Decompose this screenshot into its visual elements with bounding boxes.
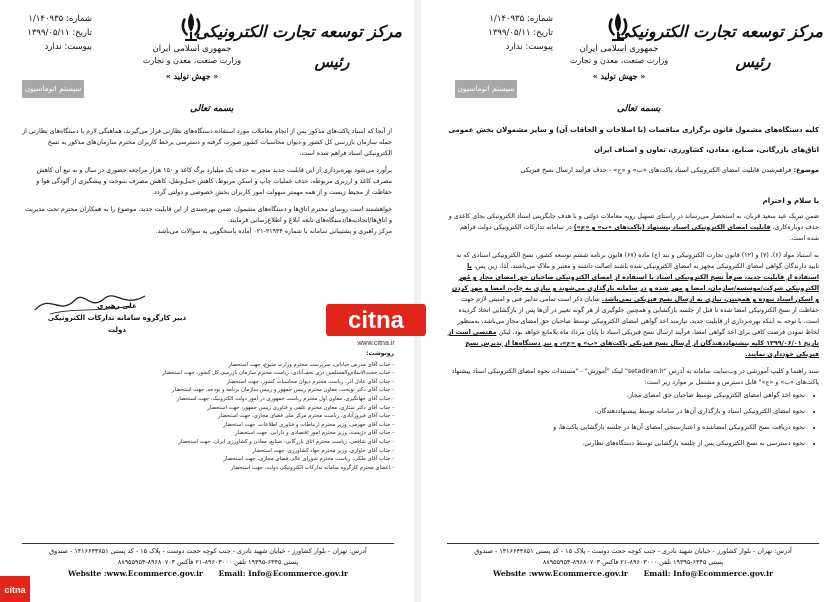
paragraph: برآورد می‌شود بهره‌برداری از این قابلیت جدید منجر به حذف یک میلیارد برگ کاغذ و ۱۵۰ هزار مراجعه حضوری در سال و به تبع آن کاهش مصرف کاغذ و ارزبری مربوطه، حذف عملیات چاپ و اسکن مربوط، کاهش حمل‌ونقل، کاهش مصرف سوخت و پیشگیری از آلودگی هوا و حفاظت از محیط زیست و از همه مهمتر سهولت امور کاربران بخش خصوصی و دولتی گردد. — [36, 167, 392, 196]
subject-text: فراهم‌شدن قابلیت امضای الکترونیکی اسناد پاکت‌های «ب» و «ج» - حذف فرآیند ارسال نسخ فیزیکی — [520, 166, 792, 174]
cc-item: - جناب آقای مدرس خیابانی، سرپرست محترم وزارت متبوع، جهت استحضار — [228, 361, 394, 368]
government-name: جمهوری اسلامی ایران — [152, 44, 232, 54]
letter-meta — [483, 12, 553, 54]
cc-item: - جناب آقای خاوازی، وزیر محترم جهاد کشاورزی، جهت استحضار — [252, 447, 394, 454]
page-gutter — [414, 0, 421, 602]
slogan: « جهش تولید » — [592, 71, 646, 81]
letter-footer — [22, 546, 394, 579]
paragraph-text: در سامانه تدارکات الکترونیکی دولت فراهم شده است. — [459, 224, 819, 242]
cc-item: - جناب آقای دژپسند، وزیر محترم امور اقتصادی و دارایی، جهت استحضار — [235, 430, 394, 437]
letter-page-right — [421, 0, 835, 602]
sender-role: رئیس — [314, 53, 350, 71]
recipients-line: کلیه دستگاه‌های مشمول قانون برگزاری مناقصات (با اصلاحات و الحاقات آن) و سایر مشمولان بخش عمومی — [448, 126, 819, 134]
center-name: مرکز توسعه تجارت الکترونیکی — [195, 22, 402, 41]
paragraph: از آنجا که اسناد پاکت‌های مذکور پس از انجام معاملات مورد استفاده دستگاه‌های نظارتی قرار می‌گیرند، هماهنگی لازم با دستگاه‌های نظارتی از جمله سازمان بازرسی کل کشور و دیوان محاسبات کشور صورت گرفته و دسترسی برخط کاربران محترم سازمان‌های مذکور به نسخ الکترونیکی اسناد فراهم شده است. — [22, 128, 392, 157]
letter-footer — [447, 546, 819, 579]
paragraph — [447, 211, 819, 244]
list-item: • نحوه امضای الکترونیکی اسناد و بارگذاری آن‌ها در سامانه توسط پیشنهاددهندگان، — [447, 406, 805, 417]
ministry-name: وزارت صنعت، معدن و تجارت — [569, 56, 669, 65]
watermark-url: www.citna.ir — [357, 340, 395, 347]
paragraph: مرکز راهبری و پشتیبانی سامانه با شماره ۴۱۹۳۴-۰۲۱ آماده پاسخگویی به سوالات می‌باشد. — [155, 228, 392, 235]
footer-address: آدرس: تهران - بلوار کشاورز - خیابان شهید نادری - جنب کوچه حجت دوست - پلاک ۱۵ - کد پستی ۱۴۱۶۶۴۳۸۵۱ - صندوق — [49, 547, 367, 555]
citna-watermark — [326, 304, 426, 348]
paragraph-text: به استناد مواد (۶)، (۷) و (۱۲) قانون تجارت الکترونیکی و بند (ج) ماده (۶۷) قانون برنامه ششم توسعه کشور، نسخ الکترونیکی اسنادی که به تایید دارندگان گواهی امضای الکترونیکی مجهز به امضای الکترونیکی شده باشند اصالت داشته و معتبر و ملاک می‌باشند، لذا، زین پس، — [456, 252, 819, 270]
paragraph-text: ضمن تبریک عید سعید قربان، به استحضار می‌رساند در راستای تسهیل رویه معاملات دولتی و با هدف جایگزینی اسناد الکترونیکی بجای کاغذی و حذف دوباره‌کاری، — [448, 213, 819, 231]
paragraph: خواهشمند است روسای محترم اتاق‌ها و دستگاه‌های مشمول، ضمن بهره‌مندی از این قابلیت جدید، موضوع را به همکاران محترم تحت مدیریت و اتاق‌ها/اتحادیه‌ها/دستگاه‌های تابعه ابلاغ و اطلاع‌رسانی فرمایند. — [25, 206, 392, 224]
watermark-brand: citna — [347, 307, 405, 334]
deadline-emphasis: مقتضی است از تاریخ ۱۳۹۹/۰۶/۰۱ کلیه پیشنهاددهندگان از ارسال نسخ فیزیکی پاکت‌های «ب» و «ج»، و نیز دستگاه‌ها از پذیرش نسخ فیزیکی خودداری نمایند. — [447, 329, 819, 358]
letter-number: شماره: ۱/۱۴۰۹۳۵ — [489, 14, 553, 24]
recipients-line: اتاق‌های بازرگانی، صنایع، معادن، کشاورزی، تعاون و اصناف ایران — [594, 146, 819, 154]
cc-item: - جناب آقای فیروزآبادی، ریاست محترم مرکز ملی فضای مجازی، جهت استحضار — [218, 413, 394, 420]
cc-item: - جناب آقای جهانگیری، معاون اول محترم ریاست جمهوری در امور دولت الکترونیک، جهت استحضار — [176, 395, 394, 402]
paragraph-emphasis: با استفاده از قابلیت جدید، صرفاً نسخ الکترونیکی اسناد با استفاده از امضای الکترونیکی صاحبان حق امضای مجاز و مُهر الکترونیکی شرکت/موسسه/سازمان، امضا و مهر شده و در سامانه بارگذاری می‌شوند و نیازی به چاپ، امضا و مهر کردن و اسکن اسناد نبوده و همچنین، نیازی به ارسال نسخ فیزیکی نمی‌باشد. — [451, 263, 819, 303]
bismillah: بسمه تعالی — [190, 104, 234, 114]
letter-date: تاریخ: ۱۳۹۹/۰۵/۱۱ — [27, 28, 92, 38]
cc-list — [22, 350, 394, 472]
letter-page-left — [0, 0, 414, 602]
government-header — [567, 44, 671, 82]
greeting: با سلام و احترام — [762, 197, 819, 205]
footer-email: Email: Info@Ecommerce.gov.ir — [218, 569, 348, 578]
footer-email: Email: Info@Ecommerce.gov.ir — [643, 569, 773, 578]
cc-item: - جناب آقای دکتر نوبخت، معاون محترم رییس جمهور و رییس سازمان برنامه و بودجه، جهت استحضار — [171, 387, 394, 394]
paragraph — [447, 250, 819, 360]
cc-item: - جناب آقای شافعی، ریاست محترم اتاق بازرگانی، صنایع، معادن و کشاورزی ایران، جهت استحضار — [178, 438, 394, 445]
corner-logo-text: citna — [4, 585, 26, 595]
bullet-list — [447, 390, 819, 449]
cc-item: - جناب آقای ملکی، ریاست محترم شورای عالی فضای مجازی، جهت استحضار — [223, 456, 394, 463]
list-item: • نحوه دریافت نسخ الکترونیکی امضاشده و اعتبارسنجی امضای آن‌ها در جلسه بازگشایی پاکت‌ها، و — [447, 422, 805, 433]
citna-corner-logo — [0, 576, 30, 602]
government-name: جمهوری اسلامی ایران — [579, 44, 659, 54]
letter-attachment: پیوست: ندارد — [44, 42, 92, 52]
cc-item: - جناب حجت‌الاسلام‌والمسلمین دری نجف‌آبادی، ریاست محترم سازمان بازرسی کل کشور، جهت استحضار — [162, 370, 394, 377]
cc-title: رونوشت: — [366, 350, 394, 357]
cc-item: - جناب آقای دکتر ستاری، معاون محترم علمی و فناوری رییس جمهور، جهت استحضار — [207, 404, 394, 411]
paragraph-text: شایان ذکر است تمامی تدابیر فنی و امنیتی لازم جهت حفاظت از نسخ الکترونیکی امضا شده تا قبل از جلسه بازگشایی و همچنین جلوگیری از هر گونه تغییر در آن‌ها پس از بازگشایی اتخاذ گردیده است. با توجه به اینکه بهره‌برداری از قابلیت جدید، نیازمند اخذ گواهی امضای الکترونیکی توسط صاحبان حق امضای مجاز می‌باشد، به‌منظور لحاظ نمودن فرصت کافی برای اخذ گواهی امضا، فرآیند ارسال نسخ فیزیکی اسناد تا پایان مرداد ماه بلامانع خواهد بود، لیکن — [457, 296, 819, 336]
letter-body — [22, 126, 392, 243]
letter-attachment: پیوست: ندارد — [505, 42, 553, 52]
center-name: مرکز توسعه تجارت الکترونیکی — [616, 22, 823, 41]
paragraph-emphasis: قابلیت امضای الکترونیکی اسناد پیشنهاد (پاکت‌های «ب» و «ج») — [573, 224, 771, 231]
footer-address: آدرس: تهران - بلوار کشاورز - خیابان شهید نادری - جنب کوچه حجت دوست - پلاک ۱۵ - کد پستی ۱۴۱۶۶۴۳۸۵۱ - صندوق — [474, 547, 792, 555]
sender-role: رئیس — [735, 53, 771, 71]
subject-label: موضوع: — [793, 166, 819, 174]
letter-number: شماره: ۱/۱۴۰۹۳۵ — [28, 14, 92, 24]
footer-divider — [22, 543, 394, 544]
letter-meta — [22, 12, 92, 54]
footer-divider — [447, 543, 819, 544]
subject-line — [447, 164, 819, 177]
organization-name — [195, 22, 402, 71]
footer-contact — [22, 568, 394, 579]
cc-item: - جناب آقای عادل آذر، ریاست محترم دیوان محاسبات کشور، جهت استحضار — [226, 378, 394, 385]
footer-contact — [447, 568, 819, 579]
footer-website: Website :www.Ecommerce.gov.ir — [68, 569, 203, 578]
footer-phones: پستی ۶۳۴۵-۱۹۳۹۵ تلفن ۸۹۶۰۳۰۰۰-۲۱ فاکس ۸۹۶۸۰۷۰۳-۸۸۹۵۵۹۵۳ — [117, 558, 299, 566]
list-item: • نحوه اخذ گواهی امضای الکترونیکی توسط صاحبان حق امضای مجاز، — [447, 390, 805, 401]
bismillah: بسمه تعالی — [617, 104, 661, 114]
ministry-name: وزارت صنعت، معدن و تجارت — [142, 56, 242, 65]
automation-system-badge: سیستم اتوماسیون — [22, 80, 84, 98]
letter-date: تاریخ: ۱۳۹۹/۰۵/۱۱ — [488, 28, 553, 38]
cc-item: - جناب آقای جهرمی، وزیر محترم ارتباطات و فناوری اطلاعات، جهت استحضار — [223, 421, 394, 428]
signer-title: دبیر کارگروه سامانه تدارکات الکترونیکی دولت — [47, 314, 187, 334]
list-item: • نحوه دسترسی به نسخ الکترونیکی پس از جلسه بازگشایی توسط دستگاه‌های نظارتی. — [447, 438, 805, 449]
automation-system-badge: سیستم اتوماسیون — [455, 80, 517, 98]
footer-website: Website :www.Ecommerce.gov.ir — [493, 569, 628, 578]
paragraph: سند راهنما و کلیپ آموزشی در وب‌سایت سامانه به آدرس "setadiran.ir" لینک "آموزش" - "مستندات نحوه امضای الکترونیکی اسناد پیشنهاد پاکت‌های «ب» و «ج»" قابل دسترس و مشتمل بر موارد زیر است: — [451, 368, 819, 386]
government-header — [140, 44, 244, 82]
slogan: « جهش تولید » — [165, 71, 219, 81]
signer-name: علی رهبری — [97, 302, 137, 310]
cc-item: - اعضای محترم کارگروه سامانه تدارکات الکترونیکی دولت، جهت استحضار — [230, 464, 394, 471]
letter-body — [447, 124, 819, 454]
footer-phones: پستی ۶۳۴۵-۱۹۳۹۵ تلفن ۸۹۶۰۳۰۰۰-۲۱ فاکس ۸۹۶۸۰۷۰۳-۸۸۹۵۵۹۵۳ — [542, 558, 724, 566]
signature-block — [42, 300, 192, 336]
